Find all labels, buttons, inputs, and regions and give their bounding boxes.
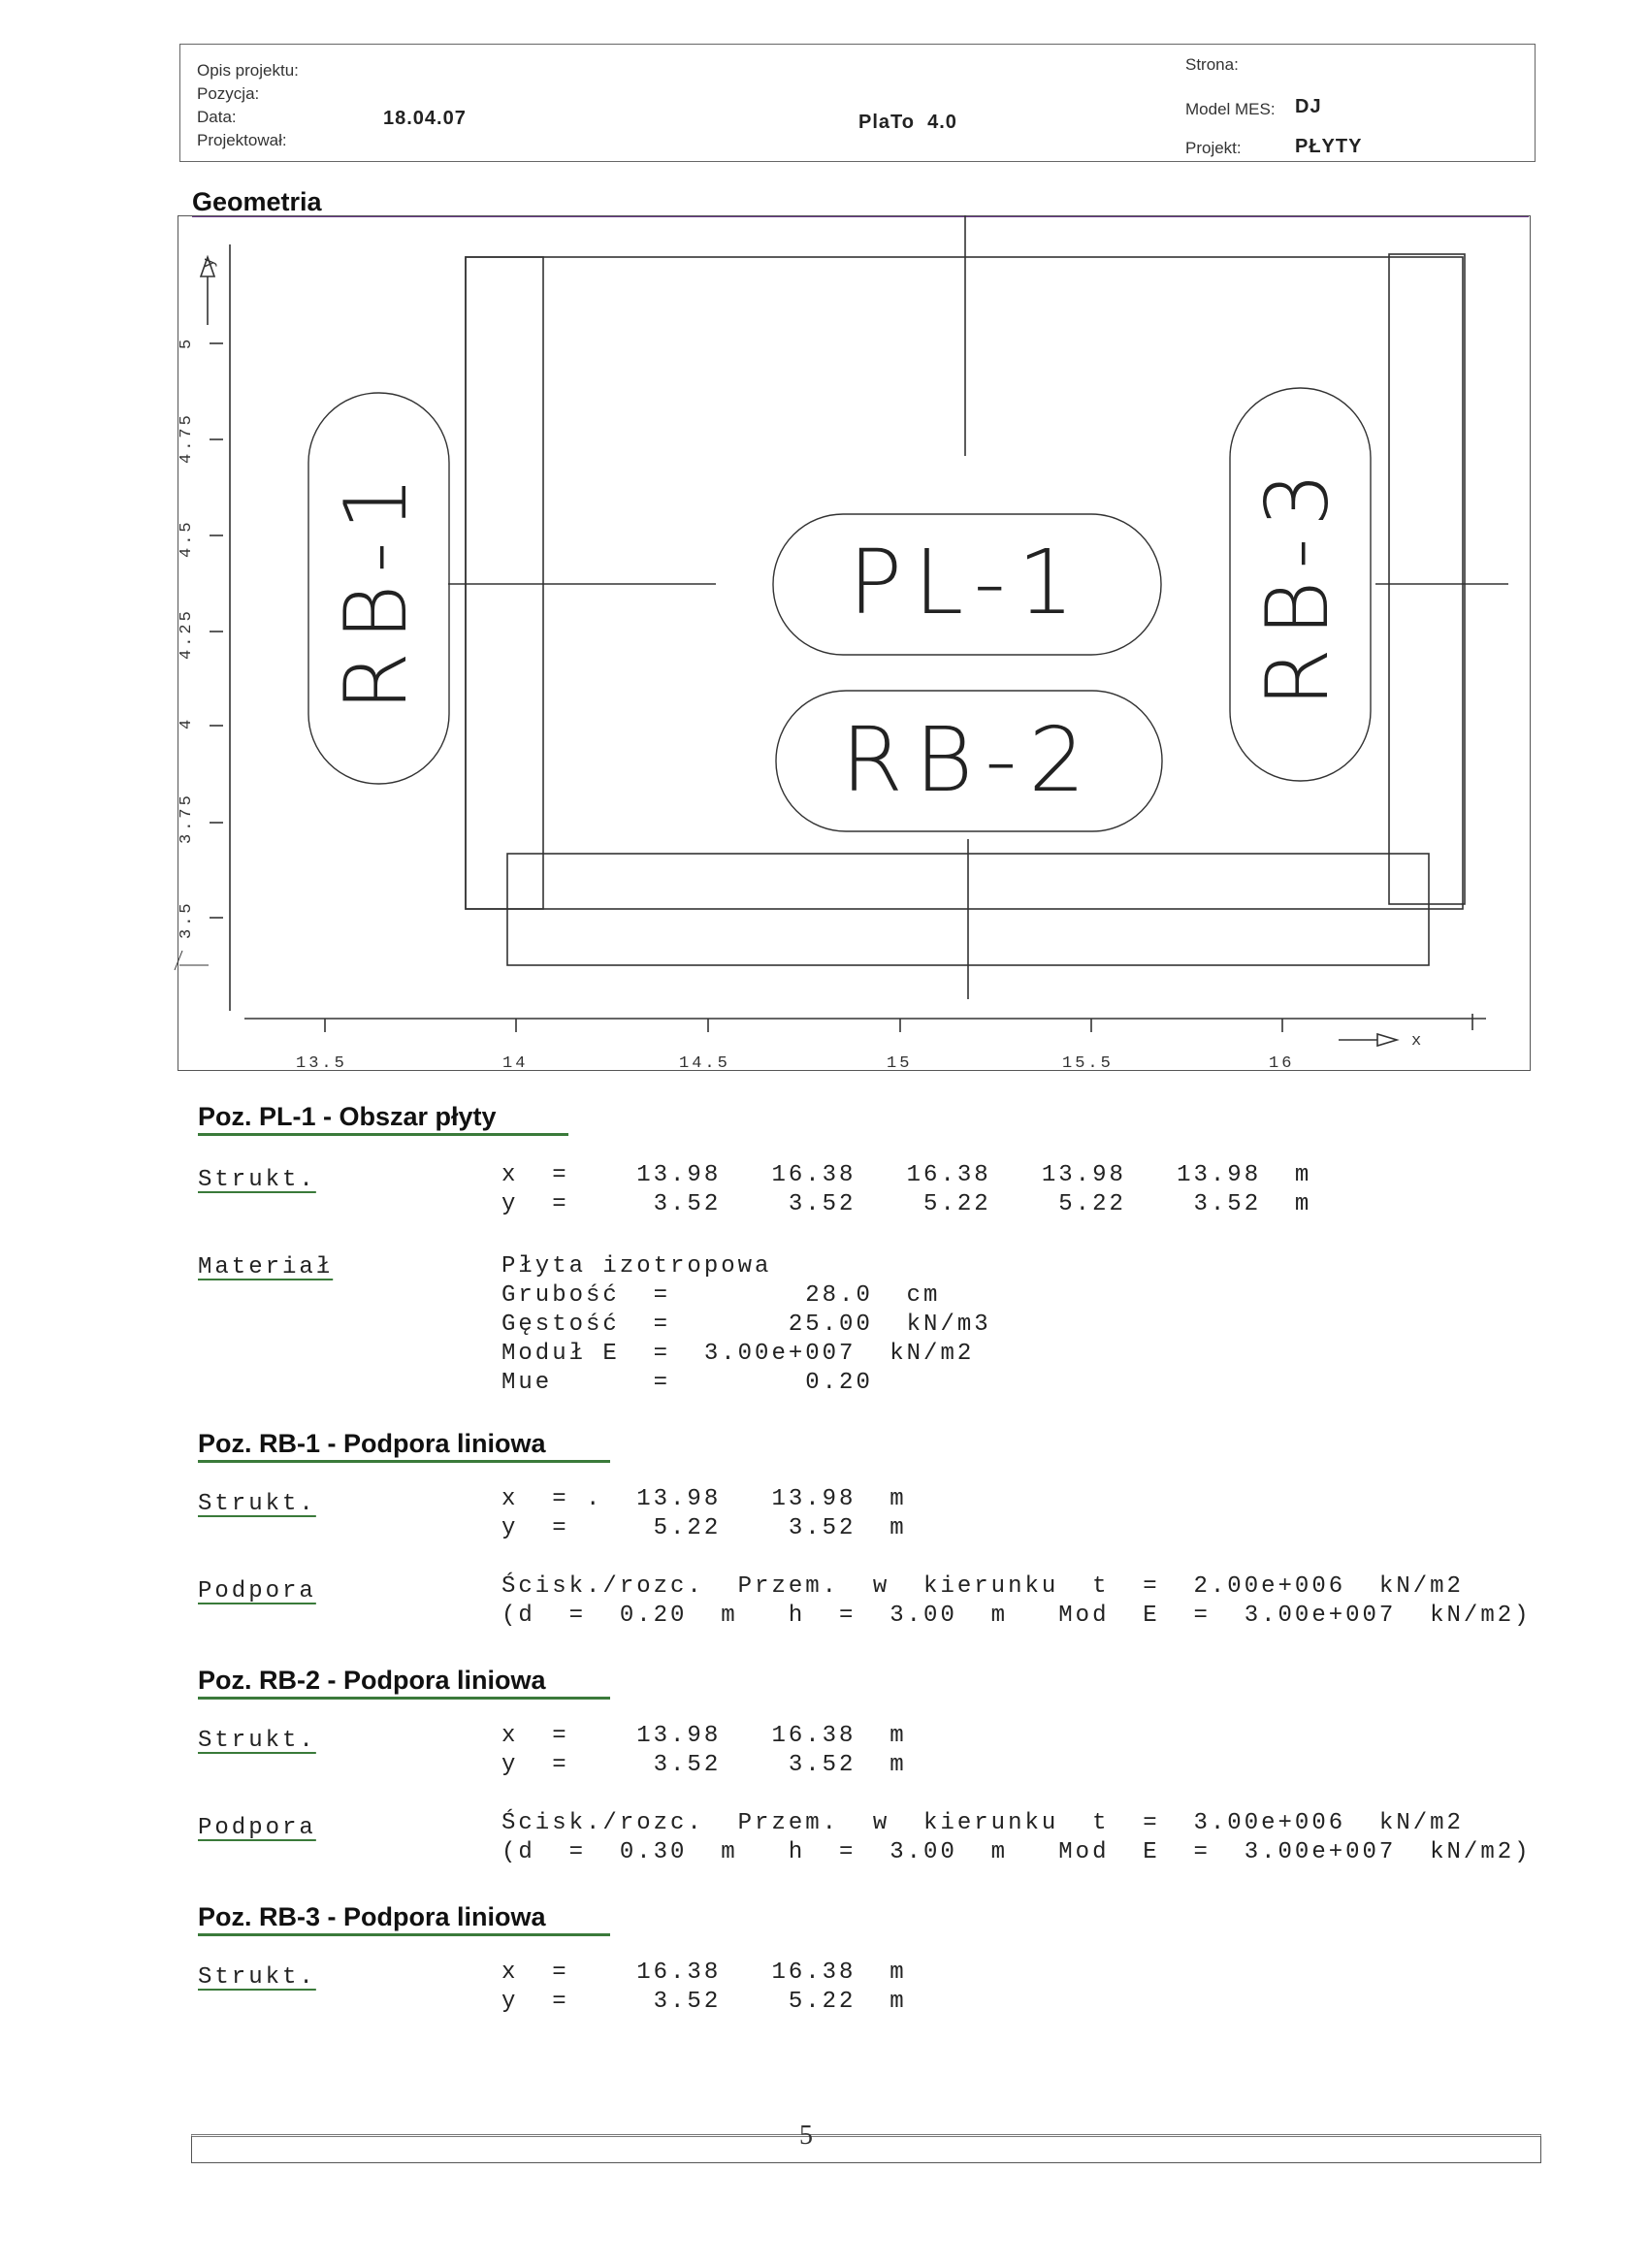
rb3-support	[1389, 254, 1465, 904]
y-axis-label: y	[201, 254, 219, 268]
rb1-x-row: x = . 13.98 13.98 m	[501, 1486, 907, 1512]
x-axis-label: x	[1411, 1032, 1425, 1051]
y-tick-label: 4.75	[178, 412, 196, 464]
rb1-y-row: y = 5.22 3.52 m	[501, 1515, 907, 1541]
rb1-title-underline	[198, 1460, 610, 1463]
y-tick-label: 3.5	[178, 900, 196, 939]
y-tick-label: 4	[178, 716, 196, 729]
y-tick-label: 5	[178, 336, 196, 349]
pl1-modul: Moduł E = 3.00e+007 kN/m2	[501, 1341, 975, 1367]
rb2-strukt-label: Strukt.	[198, 1728, 316, 1754]
rb2-title-text: Poz. RB-2 - Podpora liniowa	[198, 1666, 546, 1695]
projekt-value: PŁYTY	[1295, 136, 1363, 157]
rb2-title-underline	[198, 1697, 610, 1700]
rb1-podpora-line1: Ścisk./rozc. Przem. w kierunku t = 2.00e+006 kN/m2	[501, 1573, 1464, 1600]
pl1-label: PL-1	[848, 531, 1086, 634]
x-tick-label: 15	[887, 1054, 913, 1073]
rb2-title	[198, 1666, 546, 1696]
projekt-label: Projekt:	[1185, 139, 1242, 157]
rb2-label: RB-2	[841, 708, 1097, 812]
footer-box	[191, 2134, 1541, 2163]
y-tick-label: 4.25	[178, 608, 196, 660]
x-tick-label: 16	[1269, 1054, 1295, 1073]
strona-label: Strona:	[1185, 55, 1239, 74]
rb2-x-row: x = 13.98 16.38 m	[501, 1723, 907, 1749]
pl1-strukt-label: Strukt.	[198, 1167, 316, 1193]
rb3-title-underline	[198, 1933, 610, 1936]
pozycja-label: Pozycja:	[197, 84, 260, 103]
pl1-material-label: Materiał	[198, 1254, 334, 1280]
x-tick-label: 13.5	[296, 1054, 347, 1073]
y-tick-label: 3.75	[178, 793, 196, 844]
rb3-strukt-label: Strukt.	[198, 1964, 316, 1991]
rb3-y-row: y = 3.52 5.22 m	[501, 1989, 907, 2015]
pl1-gestosc: Gęstość = 25.00 kN/m3	[501, 1312, 991, 1338]
opis-label: Opis projektu:	[197, 61, 299, 80]
data-value: 18.04.07	[383, 108, 467, 129]
pl1-material-type: Płyta izotropowa	[501, 1253, 772, 1280]
y-tick-label: 4.5	[178, 519, 196, 558]
rb1-strukt-label: Strukt.	[198, 1491, 316, 1517]
rb1-title	[198, 1429, 546, 1459]
x-tick-label: 14.5	[679, 1054, 730, 1073]
projektowal-label: Projektował:	[197, 131, 287, 149]
pl1-grubosc: Grubość = 28.0 cm	[501, 1282, 941, 1309]
pl1-title-text: Poz. PL-1 - Obszar płyty	[198, 1102, 497, 1131]
rb3-title	[198, 1902, 546, 1932]
geometry-drawing	[0, 0, 1649, 1086]
rb1-title-text: Poz. RB-1 - Podpora liniowa	[198, 1429, 546, 1458]
rb1-support	[466, 257, 543, 909]
rb2-y-row: y = 3.52 3.52 m	[501, 1752, 907, 1778]
pl1-title	[198, 1102, 497, 1132]
pl1-y-row: y = 3.52 3.52 5.22 5.22 3.52 m	[501, 1191, 1312, 1217]
page-number: 5	[799, 2121, 813, 2151]
rb2-podpora-label: Podpora	[198, 1815, 316, 1841]
rb2-podpora-line2: (d = 0.30 m h = 3.00 m Mod E = 3.00e+007 kN/m2)	[501, 1839, 1532, 1865]
pl1-title-underline	[198, 1133, 568, 1136]
program-name: PlaTo 4.0	[858, 112, 957, 133]
model-label: Model MES:	[1185, 100, 1276, 118]
rb2-podpora-line1: Ścisk./rozc. Przem. w kierunku t = 3.00e+006 kN/m2	[501, 1810, 1464, 1836]
rb1-podpora-label: Podpora	[198, 1578, 316, 1604]
rb1-podpora-line2: (d = 0.20 m h = 3.00 m Mod E = 3.00e+007 kN/m2)	[501, 1603, 1532, 1629]
pl1-mue: Mue = 0.20	[501, 1370, 873, 1396]
geometry-title-text: Geometria	[192, 187, 322, 216]
rb3-title-text: Poz. RB-3 - Podpora liniowa	[198, 1902, 546, 1931]
model-value: DJ	[1295, 96, 1322, 117]
rb3-x-row: x = 16.38 16.38 m	[501, 1960, 907, 1986]
x-tick-label: 15.5	[1062, 1054, 1114, 1073]
x-tick-label: 14	[502, 1054, 529, 1073]
pl1-x-row: x = 13.98 16.38 16.38 13.98 13.98 m	[501, 1162, 1312, 1188]
rb3-label: RB-3	[1247, 460, 1347, 708]
data-label: Data:	[197, 108, 237, 126]
rb1-label: RB-1	[326, 464, 426, 712]
